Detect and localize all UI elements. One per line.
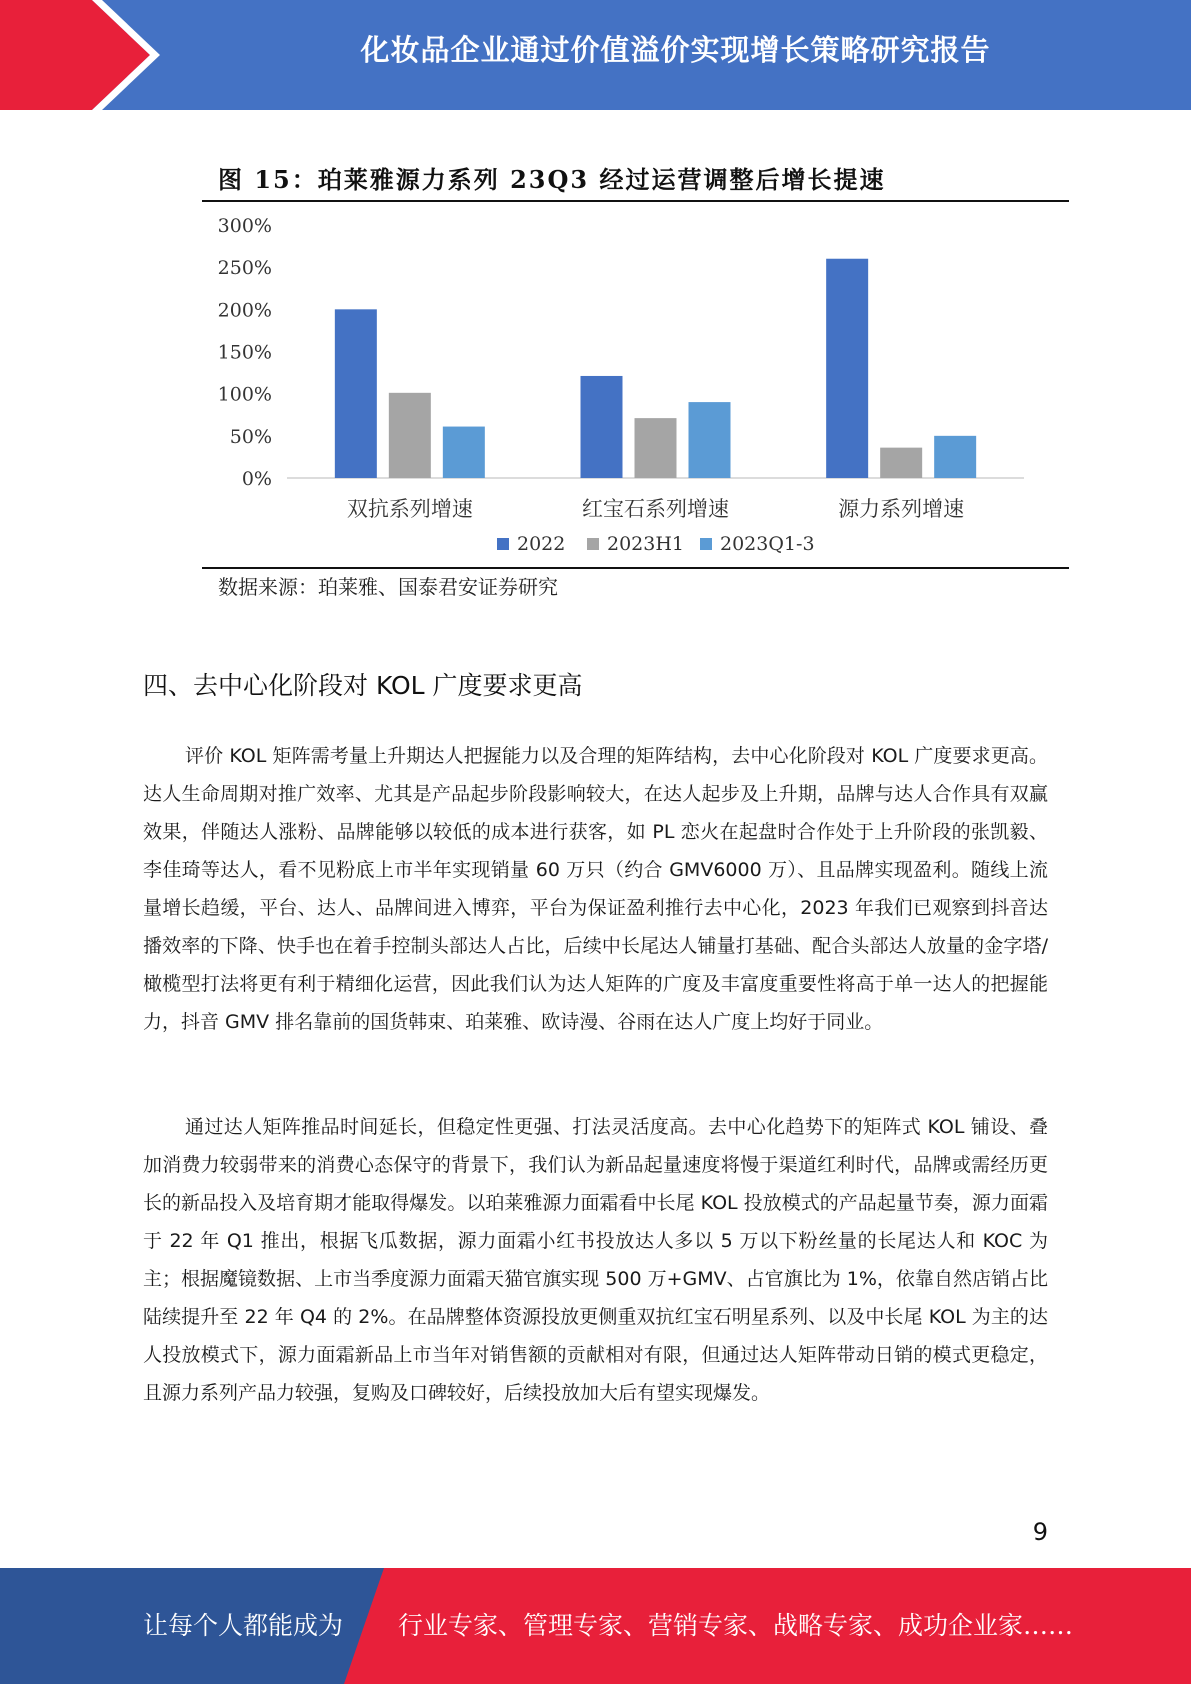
figure-source: 数据来源：珀莱雅、国泰君安证券研究	[218, 575, 558, 599]
y-tick-label: 0%	[241, 468, 272, 490]
section-heading: 四、去中心化阶段对 KOL 广度要求更高	[143, 671, 583, 700]
category-label: 双抗系列增速	[346, 497, 473, 521]
y-tick-label: 300%	[217, 215, 272, 237]
legend-label: 2023H1	[607, 533, 685, 555]
y-tick-label: 150%	[217, 341, 272, 364]
body-paragraph-1: 评价 KOL 矩阵需考量上升期达人把握能力以及合理的矩阵结构，去中心化阶段对 KOL 广度要求更高。达人生命周期对推广效率、尤其是产品起步阶段影响较大，在达人起步及上升期，品牌与达人合作具有双赢效果，伴随达人涨粉、品牌能够以较低的成本进行获客，如 PL 恋火在起盘时合作处于上升阶段的张凯毅、李佳琦等达人，看不见粉底上市半年实现销量 60 万只（约合 GMV6000 万）、且品牌实现盈利。随线上流量增长趋缓，平台、达人、品牌间进入博弈，平台为保证盈利推行去中心化，2023 年我们已观察到抖音达播效率的下降、快手也在着手控制头部达人占比，后续中长尾达人铺量打基础、配合头部达人放量的金字塔/橄榄型打法将更有利于精细化运营，因此我们认为达人矩阵的广度及丰富度重要性将高于单一达人的把握能力，抖音 GMV 排名靠前的国货韩束、珀莱雅、欧诗漫、谷雨在达人广度上均好于同业。	[143, 745, 1048, 1033]
report-footer	[0, 1568, 1191, 1684]
bar-2022-1	[581, 376, 623, 478]
bar-2023Q1-3-0	[443, 427, 485, 478]
bar-2022-2	[826, 259, 868, 478]
page-number: 9	[1032, 1518, 1048, 1546]
category-label: 源力系列增速	[838, 497, 965, 521]
legend-swatch	[497, 538, 509, 550]
y-tick-label: 50%	[229, 425, 272, 448]
y-tick-label: 100%	[217, 383, 272, 406]
bar-2023H1-0	[389, 393, 431, 478]
report-header	[0, 0, 1191, 110]
figure-top-rule	[202, 200, 1069, 202]
bar-2023Q1-3-2	[934, 436, 976, 478]
chart-legend	[497, 533, 815, 555]
legend-swatch	[587, 538, 599, 550]
report-title: 化妆品企业通过价值溢价实现增长策略研究报告	[360, 33, 991, 67]
bar-2023H1-1	[635, 418, 677, 478]
figure-bottom-rule	[202, 567, 1069, 569]
footer-slogan-left: 让每个人都能成为	[143, 1611, 344, 1640]
bar-2023H1-2	[880, 448, 922, 478]
body-paragraph-2: 通过达人矩阵推品时间延长，但稳定性更强、打法灵活度高。去中心化趋势下的矩阵式 KOL 铺设、叠加消费力较弱带来的消费心态保守的背景下，我们认为新品起量速度将慢于渠道红利时代，品牌或需经历更长的新品投入及培育期才能取得爆发。以珀莱雅源力面霜看中长尾 KOL 投放模式的产品起量节奏，源力面霜于 22 年 Q1 推出，根据飞瓜数据，源力面霜小红书投放达人多以 5 万以下粉丝量的长尾达人和 KOC 为主；根据魔镜数据、上市当季度源力面霜天猫官旗实现 500 万+GMV、占官旗比为 1%，依靠自然店销占比陆续提升至 22 年 Q4 的 2%。在品牌整体资源投放更侧重双抗红宝石明星系列、以及中长尾 KOL 为主的达人投放模式下，源力面霜新品上市当年对销售额的贡献相对有限，但通过达人矩阵带动日销的模式更稳定，且源力系列产品力较强，复购及口碑较好，后续投放加大后有望实现爆发。	[143, 1116, 1048, 1404]
bar-chart	[202, 205, 1069, 567]
figure-title: 图 15：珀莱雅源力系列 23Q3 经过运营调整后增长提速	[218, 165, 886, 194]
legend-swatch	[700, 538, 712, 550]
footer-slogan-right: 行业专家、管理专家、营销专家、战略专家、成功企业家……	[398, 1611, 1074, 1640]
y-tick-label: 250%	[217, 257, 272, 280]
y-axis-ticks	[218, 215, 272, 490]
category-label: 红宝石系列增速	[582, 497, 729, 521]
category-labels	[347, 497, 964, 521]
bar-2022-0	[335, 309, 377, 478]
bar-groups	[335, 259, 976, 478]
legend-label: 2023Q1-3	[720, 533, 815, 555]
y-tick-label: 200%	[217, 299, 272, 322]
legend-label: 2022	[517, 533, 566, 555]
bar-2023Q1-3-1	[689, 402, 731, 478]
